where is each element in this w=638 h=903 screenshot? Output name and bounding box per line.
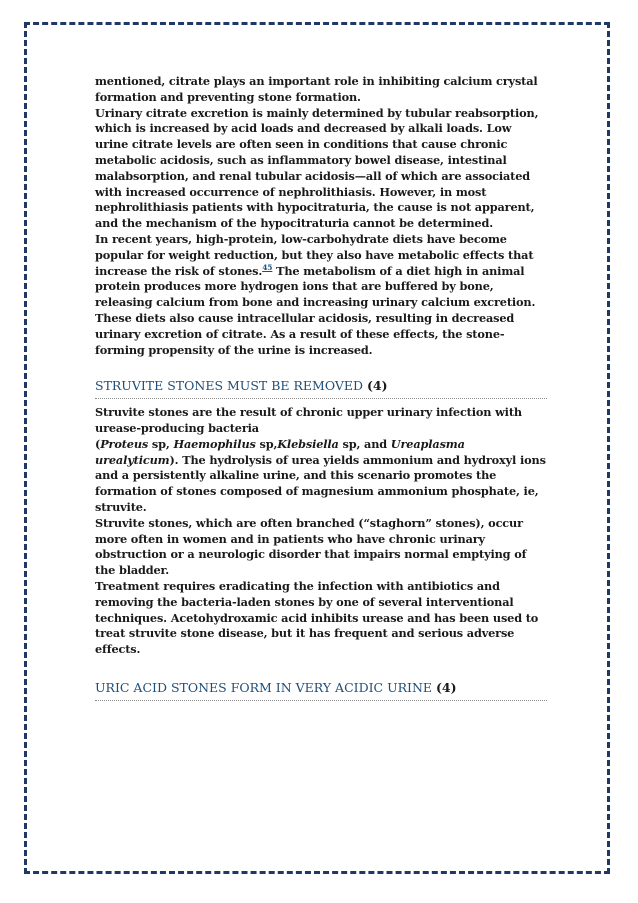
paragraph-staghorn: Struvite stones, which are often branched (“staghorn” stones), occur more often in women and in patients who have chronic urinary obstruction or a neurologic disorder that impairs normal emptying of the bladder. bbox=[95, 515, 527, 578]
paragraph-citrate-role: mentioned, citrate plays an important role in inhibiting calcium crystal formation and preventing stone formation. bbox=[95, 74, 538, 104]
paragraph-high-protein-diets bbox=[95, 232, 547, 358]
reference-link[interactable]: 45 bbox=[262, 262, 273, 272]
paragraph-treatment: Treatment requires eradicating the infection with antibiotics and removing the bacteria-laden stones by one of several interventional techniques. Acetohydroxamic acid inhibits urease and has been used to treat struvite stone disease, but it has frequent and serious adverse effects. bbox=[95, 578, 539, 657]
paragraph-text: ( bbox=[95, 436, 101, 451]
heading-text: STRUVITE STONES MUST BE REMOVED bbox=[95, 378, 364, 394]
paragraph-citrate-excretion: Urinary citrate excretion is mainly determined by tubular reabsorption, which is increased by acid loads and decreased by alkali loads. Low urine citrate levels are often seen in conditions that cause chronic metabolic acidosis, such as inflammatory bowel disease, intestinal malabsorption, and renal tubular acidosis—all of which are associated with increased occurrence of nephrolithiasis. However, in most nephrolithiasis patients with hypocitraturia, the cause is not apparent, and the mechanism of the hypocitraturia cannot be determined. bbox=[95, 105, 539, 231]
organism-name: Haemophilus bbox=[173, 436, 256, 451]
paragraph-struvite-cause bbox=[95, 405, 547, 516]
section-heading-uric-acid bbox=[95, 680, 547, 701]
paragraph-text: In recent years, high-protein, low-carbohydrate diets have become popular for weight reduction, but they also have metabolic effects that increase the risk of stones. bbox=[95, 231, 534, 278]
organism-name: Proteus bbox=[100, 436, 149, 451]
paragraph-text: The metabolism of a diet high in animal protein produces more hydrogen ions that are buffered by bone, releasing calcium from bone and increasing urinary calcium excretion. These diets also cause intracellular acidosis, resulting in decreased urinary excretion of citrate. As a result of these effects, the stone-forming propensity of the urine is increased. bbox=[95, 263, 536, 357]
heading-number: (4) bbox=[436, 679, 457, 695]
organism-name: Klebsiella bbox=[277, 436, 339, 451]
paragraph-text: Struvite stones are the result of chronic upper urinary infection with urease-producing bacteria bbox=[95, 405, 522, 435]
organism-name: Ureaplasma urealyticum bbox=[95, 436, 465, 467]
paragraph-text: sp, and bbox=[338, 436, 391, 451]
section-heading-struvite bbox=[95, 378, 547, 399]
heading-number: (4) bbox=[367, 378, 388, 394]
heading-text: URIC ACID STONES FORM IN VERY ACIDIC URINE bbox=[95, 679, 433, 695]
paragraph-text: sp, bbox=[148, 436, 174, 451]
paragraph-text: sp, bbox=[255, 436, 278, 451]
document-body bbox=[95, 74, 547, 707]
paragraph-text: ). The hydrolysis of urea yields ammonium and hydroxyl ions and a persistently alkaline urine, and this scenario promotes the formation of stones composed of magnesium ammonium phosphate, ie, struvite. bbox=[95, 452, 546, 514]
